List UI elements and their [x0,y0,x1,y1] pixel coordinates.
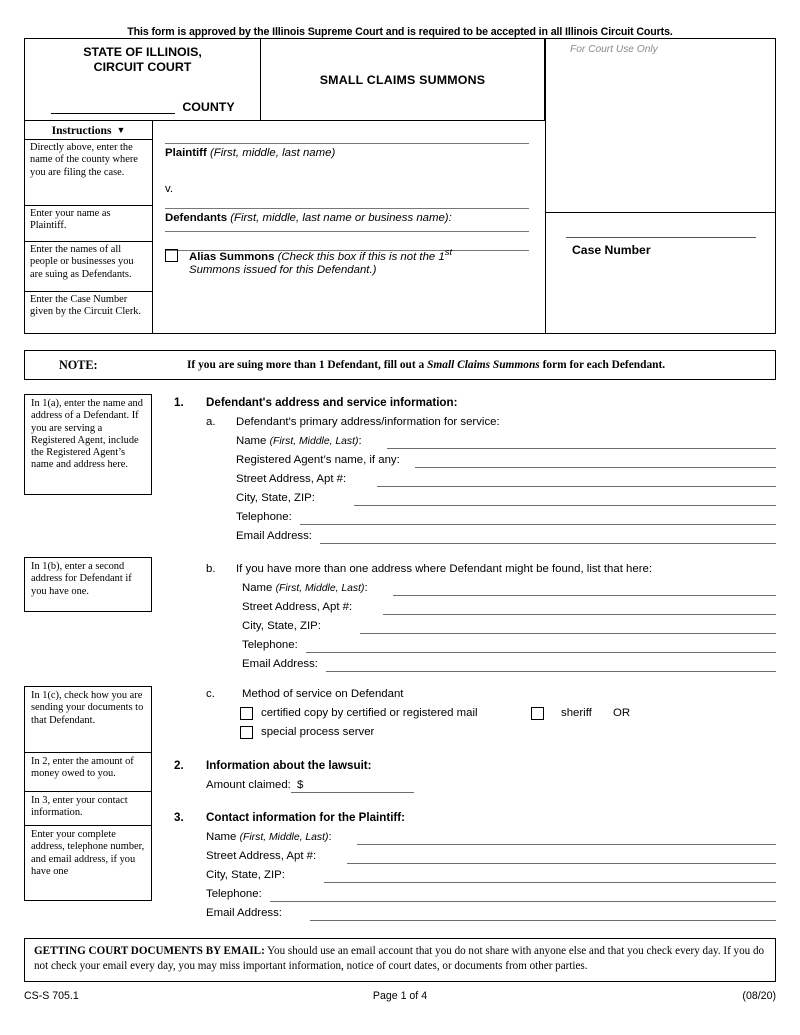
sidebox-3: In 3, enter your contact information. [24,792,152,826]
field-label-1b-phone: Telephone: [242,639,298,651]
note-text [187,359,665,371]
defendants-label-text: Defendants [165,212,228,224]
field-label-1a-street: Street Address, Apt #: [236,473,347,485]
amount-claimed-input[interactable] [291,792,414,793]
defendants-input-blank-1[interactable] [165,231,529,232]
versus-label: v. [165,183,174,195]
section-1c-letter: c. [206,688,215,700]
plaintiff-input-blank[interactable] [165,143,529,144]
court-use-only-label: For Court Use Only [570,44,658,55]
section-1b-letter: b. [206,563,216,575]
field-label-3-street: Street Address, Apt #: [206,850,317,862]
sidebox-3-address: Enter your complete address, telephone number, and email address, if you have one [24,826,152,901]
field-colon-1a-name: : [358,435,362,447]
checkbox-certified-mail[interactable] [240,707,253,720]
note-text-italic: Small Claims Summons [427,359,540,371]
note-text-part1: If you are suing more than 1 Defendant, fill out a [187,359,428,371]
alias-summons-text [189,246,525,278]
checkbox-label-certified-mail: certified copy by certified or registered mail [261,707,478,719]
county-row [25,100,261,114]
checkbox-label-special-process-server: special process server [261,726,375,738]
plaintiff-hint: (First, middle, last name) [209,147,336,159]
field-label-1a-city: City, State, ZIP: [236,492,315,504]
county-input-blank[interactable] [51,100,175,114]
field-label-1b-street: Street Address, Apt #: [242,601,353,613]
checkbox-special-process-server[interactable] [240,726,253,739]
field-input-1b-street[interactable] [383,614,776,615]
sidebox-2: In 2, enter the amount of money owed to you. [24,753,152,792]
sidebox-1c: In 1(c), check how you are sending your documents to that Defendant. [24,686,152,753]
or-text: OR [613,707,631,719]
section-1a-letter: a. [206,416,216,428]
amount-claimed-label: Amount claimed: [206,779,291,791]
email-notice-body: You should use an email account that you do not share with anyone else and that you check every day. If you do not check your email every day, you may miss important information, notice of court dates, or documents from other parties. [34,945,765,972]
section-1-number: 1. [174,396,184,409]
field-input-3-email[interactable] [310,920,776,921]
field-input-1a-name[interactable] [387,448,776,449]
chevron-down-icon: ▼ [116,125,126,135]
field-label-3-phone: Telephone: [206,888,262,900]
plaintiff-label [165,147,335,159]
field-label-1a-agent: Registered Agent’s name, if any: [236,454,400,466]
alias-summons-hint-sup: st [444,247,453,258]
field-label-1b-name [242,582,368,594]
instructions-header[interactable] [25,121,153,140]
email-notice-box [24,938,776,982]
note-label: NOTE: [59,358,98,372]
alias-summons-hint-2: Summons issued for this Defendant.) [189,264,377,277]
field-label-3-name-text: Name [206,831,240,843]
field-input-3-city[interactable] [324,882,776,883]
section-1b-title: If you have more than one address where Defendant might be found, list that here: [236,563,653,575]
field-label-1b-email: Email Address: [242,658,318,670]
field-colon-1b-name: : [364,582,368,594]
defendants-hint: (First, middle, last name or business name): [230,212,452,224]
section-2-title: Information about the lawsuit: [206,759,372,772]
alias-summons-label: Alias Summons [189,250,275,263]
checkbox-label-sheriff: sheriff [561,707,592,719]
field-input-3-phone[interactable] [270,901,776,902]
county-label: COUNTY [182,100,235,114]
footer-revision: (08/20) [742,990,776,1002]
case-number-input-blank[interactable] [566,237,756,238]
field-label-1a-phone: Telephone: [236,511,292,523]
section-1c-title: Method of service on Defendant [242,688,404,700]
field-input-1a-email[interactable] [320,543,776,544]
field-input-1a-phone[interactable] [300,524,776,525]
field-hint-3-name: (First, Middle, Last) [239,832,329,843]
case-number-cell [545,213,776,334]
sidebox-1a: In 1(a), enter the name and address of a Defendant. If you are serving a Registered Agent, include the Registered Agent’s name and address here. [24,394,152,495]
field-label-1a-email: Email Address: [236,530,312,542]
field-colon-3-name: : [328,831,332,843]
instruction-cell-plaintiff: Enter your name as Plaintiff. [25,206,153,242]
form-title-cell [261,39,545,121]
caption-body [153,121,545,334]
footer-form-code: CS-S 705.1 [24,990,79,1002]
field-input-1a-agent[interactable] [415,467,776,468]
checkbox-sheriff[interactable] [531,707,544,720]
field-label-1a-name [236,435,362,447]
field-input-1b-name[interactable] [393,595,776,596]
field-label-3-email: Email Address: [206,907,282,919]
section-1a-title: Defendant's primary address/information for service: [236,416,500,428]
approval-banner: This form is approved by the Illinois Supreme Court and is required to be accepted in all Illinois Circuit Courts. [127,26,673,38]
footer-page-label: Page 1 of 4 [372,990,428,1002]
field-input-3-street[interactable] [347,863,776,864]
case-number-label: Case Number [572,243,651,257]
instruction-cell-county: Directly above, enter the name of the county where you are filing the case. [25,140,153,206]
court-use-only-cell [545,39,776,213]
instruction-cell-case-number: Enter the Case Number given by the Circuit Clerk. [25,292,153,334]
alias-summons-hint-1: (Check this box if this is not the 1 [277,250,445,263]
state-court-cell [25,39,261,121]
defendants-input-blank-0[interactable] [165,208,529,209]
instructions-header-label: Instructions [51,123,112,137]
form-title: SMALL CLAIMS SUMMONS [319,72,486,87]
section-3-title: Contact information for the Plaintiff: [206,811,406,824]
caption-table [24,38,776,334]
note-bar [24,350,776,380]
field-hint-1a-name: (First, Middle, Last) [269,436,359,447]
dollar-sign: $ [297,779,304,791]
alias-summons-checkbox[interactable] [165,249,178,262]
instruction-cell-defendants: Enter the names of all people or businesses you are suing as Defendants. [25,242,153,292]
plaintiff-label-text: Plaintiff [165,147,207,159]
section-1-title: Defendant's address and service information: [206,396,458,409]
note-text-part2: form for each Defendant. [539,359,666,371]
field-input-1b-email[interactable] [326,671,776,672]
field-input-1a-city[interactable] [354,505,776,506]
section-2-number: 2. [174,759,184,772]
state-of-illinois-line: STATE OF ILLINOIS, [83,45,202,59]
field-label-3-city: City, State, ZIP: [206,869,285,881]
sidebox-1b: In 1(b), enter a second address for Defendant if you have one. [24,557,152,612]
field-input-3-name[interactable] [357,844,776,845]
field-label-3-name [206,831,332,843]
section-3-number: 3. [174,811,184,824]
field-input-1a-street[interactable] [377,486,776,487]
defendants-label [165,212,452,224]
email-notice-heading: GETTING COURT DOCUMENTS BY EMAIL: [34,945,265,957]
field-label-1b-city: City, State, ZIP: [242,620,321,632]
field-label-1a-name-text: Name [236,435,270,447]
field-label-1b-name-text: Name [242,582,276,594]
field-hint-1b-name: (First, Middle, Last) [275,583,365,594]
field-input-1b-phone[interactable] [306,652,776,653]
circuit-court-line: CIRCUIT COURT [93,60,192,74]
field-input-1b-city[interactable] [360,633,776,634]
